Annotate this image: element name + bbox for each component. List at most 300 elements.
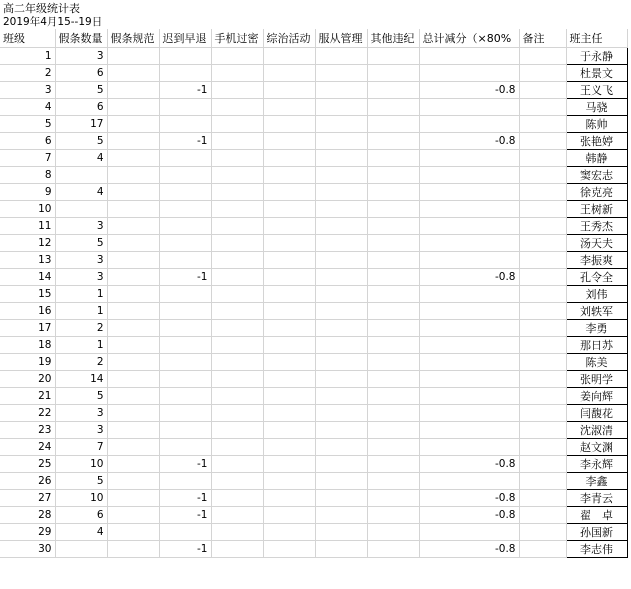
- cell-other[interactable]: [367, 489, 419, 506]
- cell-leave-count[interactable]: 6: [55, 506, 107, 523]
- cell-late-early[interactable]: -1: [159, 268, 211, 285]
- cell-remark[interactable]: [519, 421, 566, 438]
- cell-leave-count[interactable]: 3: [55, 268, 107, 285]
- cell-remark[interactable]: [519, 149, 566, 166]
- cell-activity[interactable]: [263, 217, 315, 234]
- cell-remark[interactable]: [519, 64, 566, 81]
- cell-activity[interactable]: [263, 115, 315, 132]
- cell-late-early[interactable]: -1: [159, 81, 211, 98]
- cell-leave-count[interactable]: 5: [55, 132, 107, 149]
- cell-other[interactable]: [367, 387, 419, 404]
- cell-total[interactable]: [419, 47, 519, 64]
- cell-other[interactable]: [367, 268, 419, 285]
- cell-total[interactable]: -0.8: [419, 455, 519, 472]
- cell-obey[interactable]: [315, 421, 367, 438]
- cell-total[interactable]: [419, 285, 519, 302]
- cell-teacher[interactable]: 李永辉: [566, 455, 627, 472]
- cell-class[interactable]: 6: [0, 132, 55, 149]
- cell-late-early[interactable]: -1: [159, 132, 211, 149]
- cell-leave-count[interactable]: 2: [55, 353, 107, 370]
- cell-class[interactable]: 11: [0, 217, 55, 234]
- cell-total[interactable]: [419, 166, 519, 183]
- cell-obey[interactable]: [315, 251, 367, 268]
- header-phone[interactable]: 手机过密: [211, 29, 263, 47]
- cell-leave-count[interactable]: 7: [55, 438, 107, 455]
- cell-class[interactable]: 25: [0, 455, 55, 472]
- cell-class[interactable]: 16: [0, 302, 55, 319]
- cell-total[interactable]: [419, 472, 519, 489]
- cell-leave-standard[interactable]: [107, 319, 159, 336]
- cell-remark[interactable]: [519, 217, 566, 234]
- cell-late-early[interactable]: [159, 404, 211, 421]
- cell-class[interactable]: 22: [0, 404, 55, 421]
- cell-leave-count[interactable]: 3: [55, 47, 107, 64]
- cell-class[interactable]: 5: [0, 115, 55, 132]
- cell-leave-standard[interactable]: [107, 64, 159, 81]
- cell-leave-standard[interactable]: [107, 455, 159, 472]
- cell-teacher[interactable]: 王秀杰: [566, 217, 627, 234]
- cell-teacher[interactable]: 韩静: [566, 149, 627, 166]
- cell-activity[interactable]: [263, 472, 315, 489]
- cell-phone[interactable]: [211, 251, 263, 268]
- cell-teacher[interactable]: 闫馥花: [566, 404, 627, 421]
- cell-total[interactable]: [419, 234, 519, 251]
- cell-total[interactable]: -0.8: [419, 268, 519, 285]
- cell-obey[interactable]: [315, 370, 367, 387]
- cell-obey[interactable]: [315, 98, 367, 115]
- cell-activity[interactable]: [263, 404, 315, 421]
- cell-obey[interactable]: [315, 353, 367, 370]
- cell-class[interactable]: 17: [0, 319, 55, 336]
- cell-late-early[interactable]: [159, 438, 211, 455]
- cell-leave-count[interactable]: 5: [55, 81, 107, 98]
- cell-total[interactable]: [419, 149, 519, 166]
- cell-activity[interactable]: [263, 336, 315, 353]
- cell-leave-standard[interactable]: [107, 353, 159, 370]
- cell-obey[interactable]: [315, 47, 367, 64]
- cell-phone[interactable]: [211, 421, 263, 438]
- cell-leave-standard[interactable]: [107, 489, 159, 506]
- cell-total[interactable]: [419, 438, 519, 455]
- cell-late-early[interactable]: [159, 64, 211, 81]
- cell-class[interactable]: 19: [0, 353, 55, 370]
- cell-remark[interactable]: [519, 200, 566, 217]
- cell-teacher[interactable]: 李勇: [566, 319, 627, 336]
- cell-other[interactable]: [367, 149, 419, 166]
- cell-phone[interactable]: [211, 387, 263, 404]
- cell-other[interactable]: [367, 472, 419, 489]
- cell-leave-standard[interactable]: [107, 166, 159, 183]
- cell-leave-standard[interactable]: [107, 370, 159, 387]
- cell-leave-count[interactable]: [55, 166, 107, 183]
- cell-obey[interactable]: [315, 506, 367, 523]
- cell-remark[interactable]: [519, 285, 566, 302]
- cell-total[interactable]: [419, 115, 519, 132]
- cell-total[interactable]: [419, 319, 519, 336]
- cell-phone[interactable]: [211, 472, 263, 489]
- cell-leave-count[interactable]: 4: [55, 523, 107, 540]
- header-total[interactable]: 总计减分（×80%: [419, 29, 519, 47]
- cell-late-early[interactable]: [159, 149, 211, 166]
- cell-leave-count[interactable]: 4: [55, 149, 107, 166]
- header-other[interactable]: 其他违纪: [367, 29, 419, 47]
- cell-phone[interactable]: [211, 540, 263, 557]
- cell-late-early[interactable]: -1: [159, 455, 211, 472]
- cell-leave-count[interactable]: 5: [55, 234, 107, 251]
- cell-obey[interactable]: [315, 523, 367, 540]
- cell-activity[interactable]: [263, 200, 315, 217]
- cell-activity[interactable]: [263, 370, 315, 387]
- cell-leave-count[interactable]: 17: [55, 115, 107, 132]
- cell-other[interactable]: [367, 132, 419, 149]
- cell-total[interactable]: [419, 523, 519, 540]
- cell-other[interactable]: [367, 302, 419, 319]
- cell-class[interactable]: 12: [0, 234, 55, 251]
- cell-other[interactable]: [367, 540, 419, 557]
- cell-obey[interactable]: [315, 387, 367, 404]
- cell-class[interactable]: 24: [0, 438, 55, 455]
- cell-teacher[interactable]: 马骁: [566, 98, 627, 115]
- cell-teacher[interactable]: 姜向辉: [566, 387, 627, 404]
- cell-total[interactable]: [419, 404, 519, 421]
- cell-total[interactable]: [419, 336, 519, 353]
- cell-total[interactable]: [419, 302, 519, 319]
- cell-leave-count[interactable]: 3: [55, 251, 107, 268]
- cell-phone[interactable]: [211, 302, 263, 319]
- cell-class[interactable]: 10: [0, 200, 55, 217]
- cell-obey[interactable]: [315, 319, 367, 336]
- cell-remark[interactable]: [519, 251, 566, 268]
- cell-phone[interactable]: [211, 234, 263, 251]
- cell-phone[interactable]: [211, 506, 263, 523]
- cell-teacher[interactable]: 张明学: [566, 370, 627, 387]
- cell-late-early[interactable]: [159, 47, 211, 64]
- cell-obey[interactable]: [315, 302, 367, 319]
- cell-class[interactable]: 30: [0, 540, 55, 557]
- cell-total[interactable]: [419, 421, 519, 438]
- cell-phone[interactable]: [211, 98, 263, 115]
- cell-phone[interactable]: [211, 455, 263, 472]
- cell-phone[interactable]: [211, 438, 263, 455]
- cell-late-early[interactable]: [159, 319, 211, 336]
- cell-class[interactable]: 27: [0, 489, 55, 506]
- cell-activity[interactable]: [263, 438, 315, 455]
- cell-leave-standard[interactable]: [107, 251, 159, 268]
- header-class[interactable]: 班级: [0, 29, 55, 47]
- cell-obey[interactable]: [315, 489, 367, 506]
- cell-obey[interactable]: [315, 166, 367, 183]
- cell-remark[interactable]: [519, 404, 566, 421]
- cell-leave-count[interactable]: 6: [55, 98, 107, 115]
- header-leave-count[interactable]: 假条数量: [55, 29, 107, 47]
- cell-other[interactable]: [367, 404, 419, 421]
- cell-other[interactable]: [367, 438, 419, 455]
- cell-activity[interactable]: [263, 302, 315, 319]
- cell-obey[interactable]: [315, 540, 367, 557]
- cell-late-early[interactable]: [159, 251, 211, 268]
- cell-remark[interactable]: [519, 302, 566, 319]
- cell-teacher[interactable]: 李青云: [566, 489, 627, 506]
- cell-phone[interactable]: [211, 285, 263, 302]
- cell-other[interactable]: [367, 217, 419, 234]
- cell-late-early[interactable]: [159, 421, 211, 438]
- cell-late-early[interactable]: [159, 234, 211, 251]
- cell-teacher[interactable]: 王义飞: [566, 81, 627, 98]
- cell-total[interactable]: [419, 251, 519, 268]
- cell-class[interactable]: 28: [0, 506, 55, 523]
- cell-remark[interactable]: [519, 234, 566, 251]
- cell-leave-count[interactable]: [55, 540, 107, 557]
- cell-obey[interactable]: [315, 285, 367, 302]
- cell-teacher[interactable]: 沈淑清: [566, 421, 627, 438]
- cell-class[interactable]: 2: [0, 64, 55, 81]
- cell-teacher[interactable]: 陈美: [566, 353, 627, 370]
- cell-teacher[interactable]: 陈帅: [566, 115, 627, 132]
- cell-phone[interactable]: [211, 132, 263, 149]
- cell-obey[interactable]: [315, 132, 367, 149]
- cell-leave-standard[interactable]: [107, 387, 159, 404]
- cell-obey[interactable]: [315, 438, 367, 455]
- cell-teacher[interactable]: 张艳婷: [566, 132, 627, 149]
- cell-leave-standard[interactable]: [107, 132, 159, 149]
- cell-leave-count[interactable]: 5: [55, 472, 107, 489]
- cell-late-early[interactable]: [159, 200, 211, 217]
- cell-teacher[interactable]: 那日苏: [566, 336, 627, 353]
- cell-late-early[interactable]: -1: [159, 489, 211, 506]
- cell-activity[interactable]: [263, 183, 315, 200]
- cell-late-early[interactable]: [159, 183, 211, 200]
- cell-activity[interactable]: [263, 64, 315, 81]
- cell-late-early[interactable]: [159, 336, 211, 353]
- cell-other[interactable]: [367, 47, 419, 64]
- cell-phone[interactable]: [211, 64, 263, 81]
- cell-obey[interactable]: [315, 234, 367, 251]
- cell-remark[interactable]: [519, 98, 566, 115]
- cell-other[interactable]: [367, 421, 419, 438]
- cell-leave-count[interactable]: 5: [55, 387, 107, 404]
- cell-remark[interactable]: [519, 336, 566, 353]
- cell-phone[interactable]: [211, 183, 263, 200]
- cell-teacher[interactable]: 孔令全: [566, 268, 627, 285]
- cell-teacher[interactable]: 孙国新: [566, 523, 627, 540]
- cell-activity[interactable]: [263, 98, 315, 115]
- cell-obey[interactable]: [315, 200, 367, 217]
- cell-obey[interactable]: [315, 64, 367, 81]
- cell-remark[interactable]: [519, 540, 566, 557]
- cell-teacher[interactable]: 赵文渊: [566, 438, 627, 455]
- cell-obey[interactable]: [315, 268, 367, 285]
- cell-total[interactable]: [419, 64, 519, 81]
- cell-leave-count[interactable]: 1: [55, 302, 107, 319]
- cell-class[interactable]: 1: [0, 47, 55, 64]
- cell-total[interactable]: [419, 217, 519, 234]
- cell-remark[interactable]: [519, 438, 566, 455]
- cell-other[interactable]: [367, 455, 419, 472]
- cell-late-early[interactable]: [159, 523, 211, 540]
- cell-other[interactable]: [367, 183, 419, 200]
- cell-class[interactable]: 14: [0, 268, 55, 285]
- cell-late-early[interactable]: [159, 285, 211, 302]
- cell-leave-standard[interactable]: [107, 234, 159, 251]
- cell-leave-count[interactable]: 14: [55, 370, 107, 387]
- cell-leave-count[interactable]: 3: [55, 421, 107, 438]
- cell-activity[interactable]: [263, 489, 315, 506]
- cell-teacher[interactable]: 刘伟: [566, 285, 627, 302]
- cell-leave-standard[interactable]: [107, 421, 159, 438]
- cell-activity[interactable]: [263, 132, 315, 149]
- cell-total[interactable]: -0.8: [419, 540, 519, 557]
- cell-phone[interactable]: [211, 149, 263, 166]
- cell-other[interactable]: [367, 81, 419, 98]
- cell-remark[interactable]: [519, 506, 566, 523]
- cell-remark[interactable]: [519, 183, 566, 200]
- cell-teacher[interactable]: 李振爽: [566, 251, 627, 268]
- cell-obey[interactable]: [315, 472, 367, 489]
- cell-obey[interactable]: [315, 115, 367, 132]
- header-obey[interactable]: 服从管理: [315, 29, 367, 47]
- cell-remark[interactable]: [519, 387, 566, 404]
- cell-leave-standard[interactable]: [107, 506, 159, 523]
- cell-remark[interactable]: [519, 115, 566, 132]
- cell-other[interactable]: [367, 285, 419, 302]
- cell-remark[interactable]: [519, 166, 566, 183]
- cell-late-early[interactable]: [159, 472, 211, 489]
- cell-other[interactable]: [367, 251, 419, 268]
- cell-class[interactable]: 20: [0, 370, 55, 387]
- cell-activity[interactable]: [263, 149, 315, 166]
- cell-class[interactable]: 13: [0, 251, 55, 268]
- cell-late-early[interactable]: [159, 166, 211, 183]
- cell-remark[interactable]: [519, 353, 566, 370]
- cell-activity[interactable]: [263, 455, 315, 472]
- cell-leave-standard[interactable]: [107, 200, 159, 217]
- cell-remark[interactable]: [519, 319, 566, 336]
- header-leave-standard[interactable]: 假条规范: [107, 29, 159, 47]
- cell-leave-count[interactable]: 10: [55, 455, 107, 472]
- cell-teacher[interactable]: 于永静: [566, 47, 627, 64]
- cell-leave-count[interactable]: [55, 200, 107, 217]
- cell-activity[interactable]: [263, 506, 315, 523]
- cell-leave-standard[interactable]: [107, 523, 159, 540]
- sheet-title[interactable]: 高二年级统计表: [3, 2, 80, 15]
- cell-other[interactable]: [367, 64, 419, 81]
- cell-phone[interactable]: [211, 336, 263, 353]
- cell-late-early[interactable]: [159, 370, 211, 387]
- header-activity[interactable]: 综治活动: [263, 29, 315, 47]
- cell-late-early[interactable]: [159, 353, 211, 370]
- header-late-early[interactable]: 迟到早退: [159, 29, 211, 47]
- cell-class[interactable]: 4: [0, 98, 55, 115]
- cell-remark[interactable]: [519, 472, 566, 489]
- cell-phone[interactable]: [211, 81, 263, 98]
- cell-remark[interactable]: [519, 132, 566, 149]
- cell-activity[interactable]: [263, 234, 315, 251]
- cell-obey[interactable]: [315, 336, 367, 353]
- cell-late-early[interactable]: [159, 98, 211, 115]
- cell-total[interactable]: [419, 200, 519, 217]
- cell-teacher[interactable]: 徐克亮: [566, 183, 627, 200]
- cell-leave-count[interactable]: 3: [55, 217, 107, 234]
- cell-phone[interactable]: [211, 353, 263, 370]
- cell-teacher[interactable]: 李鑫: [566, 472, 627, 489]
- cell-obey[interactable]: [315, 455, 367, 472]
- cell-leave-standard[interactable]: [107, 149, 159, 166]
- cell-other[interactable]: [367, 370, 419, 387]
- cell-activity[interactable]: [263, 540, 315, 557]
- cell-leave-standard[interactable]: [107, 404, 159, 421]
- cell-obey[interactable]: [315, 404, 367, 421]
- cell-class[interactable]: 7: [0, 149, 55, 166]
- cell-total[interactable]: [419, 98, 519, 115]
- cell-class[interactable]: 15: [0, 285, 55, 302]
- cell-other[interactable]: [367, 353, 419, 370]
- cell-phone[interactable]: [211, 319, 263, 336]
- cell-other[interactable]: [367, 523, 419, 540]
- header-teacher[interactable]: 班主任: [566, 29, 627, 47]
- cell-late-early[interactable]: [159, 387, 211, 404]
- cell-total[interactable]: [419, 183, 519, 200]
- cell-class[interactable]: 21: [0, 387, 55, 404]
- cell-late-early[interactable]: [159, 217, 211, 234]
- cell-other[interactable]: [367, 166, 419, 183]
- cell-class[interactable]: 29: [0, 523, 55, 540]
- cell-activity[interactable]: [263, 523, 315, 540]
- cell-teacher[interactable]: 汤天夫: [566, 234, 627, 251]
- cell-activity[interactable]: [263, 387, 315, 404]
- cell-leave-standard[interactable]: [107, 438, 159, 455]
- cell-class[interactable]: 3: [0, 81, 55, 98]
- cell-phone[interactable]: [211, 370, 263, 387]
- cell-phone[interactable]: [211, 404, 263, 421]
- cell-teacher[interactable]: 李志伟: [566, 540, 627, 557]
- cell-class[interactable]: 26: [0, 472, 55, 489]
- cell-other[interactable]: [367, 506, 419, 523]
- cell-total[interactable]: -0.8: [419, 489, 519, 506]
- cell-phone[interactable]: [211, 166, 263, 183]
- cell-leave-standard[interactable]: [107, 540, 159, 557]
- cell-leave-count[interactable]: 1: [55, 336, 107, 353]
- cell-leave-standard[interactable]: [107, 183, 159, 200]
- cell-obey[interactable]: [315, 149, 367, 166]
- cell-phone[interactable]: [211, 268, 263, 285]
- cell-leave-standard[interactable]: [107, 47, 159, 64]
- cell-leave-count[interactable]: 4: [55, 183, 107, 200]
- cell-remark[interactable]: [519, 455, 566, 472]
- cell-activity[interactable]: [263, 251, 315, 268]
- cell-late-early[interactable]: -1: [159, 540, 211, 557]
- cell-phone[interactable]: [211, 200, 263, 217]
- cell-leave-standard[interactable]: [107, 302, 159, 319]
- cell-teacher[interactable]: 杜景文: [566, 64, 627, 81]
- header-remark[interactable]: 备注: [519, 29, 566, 47]
- cell-phone[interactable]: [211, 115, 263, 132]
- cell-leave-standard[interactable]: [107, 336, 159, 353]
- cell-other[interactable]: [367, 319, 419, 336]
- cell-total[interactable]: -0.8: [419, 81, 519, 98]
- cell-total[interactable]: [419, 387, 519, 404]
- cell-obey[interactable]: [315, 217, 367, 234]
- cell-leave-standard[interactable]: [107, 472, 159, 489]
- cell-phone[interactable]: [211, 523, 263, 540]
- cell-late-early[interactable]: -1: [159, 506, 211, 523]
- cell-leave-standard[interactable]: [107, 285, 159, 302]
- cell-class[interactable]: 8: [0, 166, 55, 183]
- cell-class[interactable]: 18: [0, 336, 55, 353]
- cell-total[interactable]: [419, 353, 519, 370]
- cell-leave-count[interactable]: 10: [55, 489, 107, 506]
- cell-remark[interactable]: [519, 523, 566, 540]
- cell-class[interactable]: 23: [0, 421, 55, 438]
